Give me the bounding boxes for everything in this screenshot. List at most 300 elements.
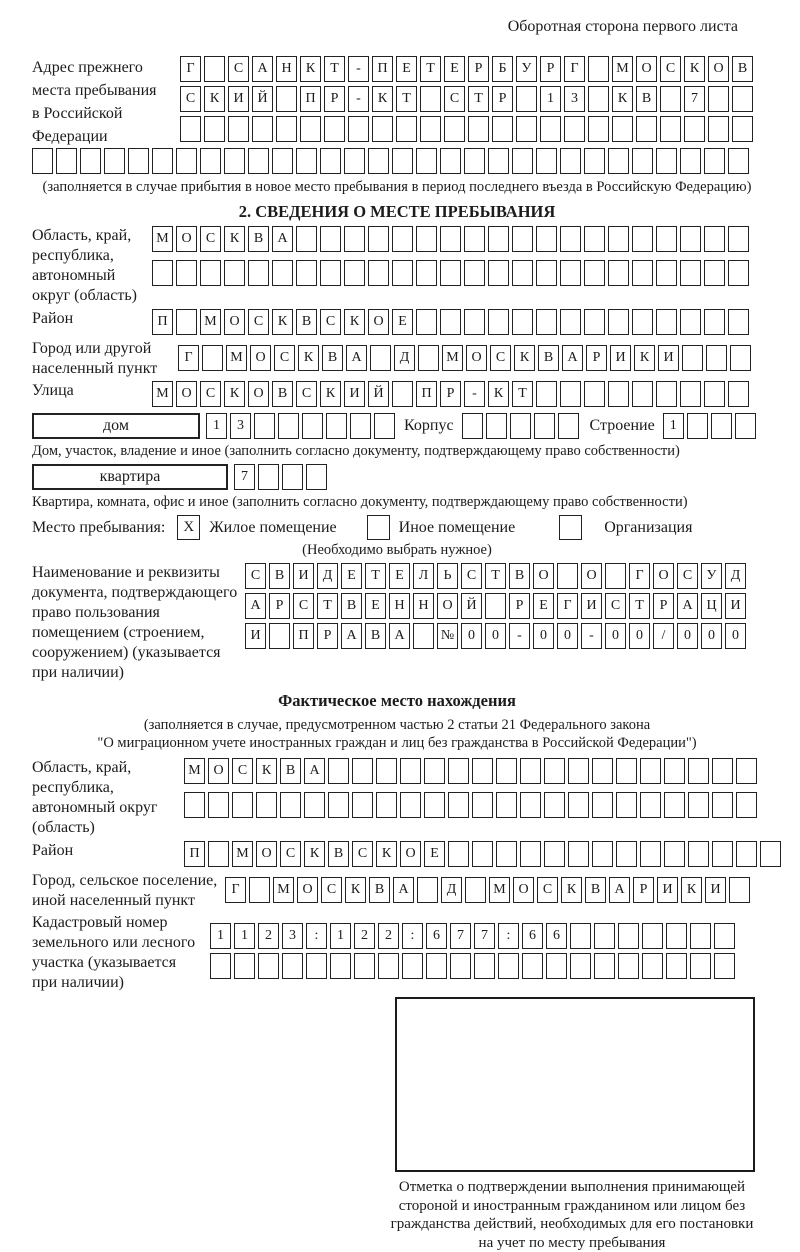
char-box[interactable]: Й [252,86,273,112]
char-box[interactable]: В [509,563,530,589]
char-box[interactable]: М [612,56,633,82]
char-box[interactable] [296,226,317,252]
char-box[interactable] [488,309,509,335]
char-box[interactable]: Р [633,877,654,903]
char-box[interactable] [320,148,341,174]
char-box[interactable]: 7 [450,923,471,949]
char-box[interactable]: - [348,86,369,112]
char-box[interactable] [536,309,557,335]
char-box[interactable]: - [581,623,602,649]
char-box[interactable]: П [152,309,173,335]
char-box[interactable] [520,841,541,867]
char-box[interactable]: 3 [230,413,251,439]
char-box[interactable]: И [705,877,726,903]
char-box[interactable] [608,148,629,174]
char-box[interactable]: : [498,923,519,949]
char-box[interactable] [344,148,365,174]
char-box[interactable] [736,841,757,867]
char-box[interactable]: 3 [282,923,303,949]
char-box[interactable] [496,758,517,784]
char-box[interactable]: П [300,86,321,112]
char-box[interactable] [440,226,461,252]
char-box[interactable]: М [152,226,173,252]
char-box[interactable]: О [176,381,197,407]
char-box[interactable] [536,381,557,407]
char-box[interactable]: А [677,593,698,619]
char-box[interactable]: В [585,877,606,903]
char-box[interactable]: К [344,309,365,335]
char-box[interactable]: И [725,593,746,619]
char-box[interactable] [492,116,513,142]
char-box[interactable]: О [466,345,487,371]
char-box[interactable]: 0 [533,623,554,649]
char-box[interactable]: Р [468,56,489,82]
char-box[interactable] [568,792,589,818]
char-box[interactable] [512,148,533,174]
char-box[interactable]: 1 [234,923,255,949]
char-box[interactable] [656,260,677,286]
char-box[interactable] [664,841,685,867]
char-box[interactable]: И [228,86,249,112]
char-box[interactable]: Г [225,877,246,903]
char-box[interactable] [588,56,609,82]
char-box[interactable] [420,86,441,112]
char-box[interactable]: Т [485,563,506,589]
char-box[interactable]: С [248,309,269,335]
char-box[interactable]: К [300,56,321,82]
char-box[interactable] [605,563,626,589]
char-box[interactable]: С [537,877,558,903]
char-box[interactable] [608,226,629,252]
char-box[interactable]: Е [533,593,554,619]
char-box[interactable] [640,841,661,867]
char-box[interactable]: Д [394,345,415,371]
char-box[interactable]: Р [440,381,461,407]
char-box[interactable] [448,758,469,784]
char-box[interactable]: М [200,309,221,335]
char-box[interactable] [708,86,729,112]
char-box[interactable] [176,309,197,335]
char-box[interactable] [688,792,709,818]
char-box[interactable]: В [322,345,343,371]
char-box[interactable] [540,116,561,142]
char-box[interactable] [202,345,223,371]
char-box[interactable] [496,841,517,867]
char-box[interactable] [588,86,609,112]
char-box[interactable] [328,792,349,818]
char-box[interactable] [498,953,519,979]
char-box[interactable]: К [372,86,393,112]
char-box[interactable] [354,953,375,979]
char-box[interactable]: К [224,381,245,407]
char-box[interactable] [632,226,653,252]
char-box[interactable]: М [184,758,205,784]
char-box[interactable] [616,841,637,867]
char-box[interactable]: А [346,345,367,371]
char-box[interactable] [546,953,567,979]
char-box[interactable]: К [681,877,702,903]
char-box[interactable] [728,381,749,407]
char-box[interactable]: О [581,563,602,589]
char-box[interactable]: С [320,309,341,335]
char-box[interactable]: А [562,345,583,371]
char-box[interactable]: 0 [557,623,578,649]
char-box[interactable]: К [684,56,705,82]
char-box[interactable]: 3 [564,86,585,112]
char-box[interactable] [224,148,245,174]
char-box[interactable] [584,226,605,252]
char-box[interactable] [344,260,365,286]
char-box[interactable]: А [245,593,266,619]
char-box[interactable] [234,953,255,979]
char-box[interactable]: С [461,563,482,589]
char-box[interactable] [350,413,371,439]
char-box[interactable] [616,792,637,818]
char-box[interactable]: В [269,563,290,589]
char-box[interactable] [440,260,461,286]
char-box[interactable] [728,309,749,335]
char-box[interactable] [228,116,249,142]
char-box[interactable]: С [245,563,266,589]
char-box[interactable]: К [345,877,366,903]
char-box[interactable]: Л [413,563,434,589]
char-box[interactable]: И [610,345,631,371]
char-box[interactable] [732,86,753,112]
char-box[interactable] [656,226,677,252]
char-box[interactable] [448,792,469,818]
checkbox-residential[interactable]: X [177,515,200,540]
char-box[interactable]: Т [420,56,441,82]
char-box[interactable] [544,758,565,784]
char-box[interactable] [464,148,485,174]
char-box[interactable]: В [280,758,301,784]
char-box[interactable] [616,758,637,784]
char-box[interactable] [278,413,299,439]
char-box[interactable]: В [538,345,559,371]
char-box[interactable] [464,260,485,286]
char-box[interactable] [680,260,701,286]
char-box[interactable]: В [272,381,293,407]
char-box[interactable]: Е [392,309,413,335]
char-box[interactable]: Г [557,593,578,619]
char-box[interactable]: Е [444,56,465,82]
char-box[interactable]: С [228,56,249,82]
char-box[interactable] [706,345,727,371]
char-box[interactable] [208,792,229,818]
char-box[interactable]: - [509,623,530,649]
char-box[interactable]: Р [509,593,530,619]
char-box[interactable]: - [464,381,485,407]
char-box[interactable] [276,86,297,112]
char-box[interactable] [232,792,253,818]
char-box[interactable] [760,841,781,867]
char-box[interactable] [330,953,351,979]
char-box[interactable]: Е [341,563,362,589]
char-box[interactable] [704,226,725,252]
char-box[interactable] [732,116,753,142]
char-box[interactable] [557,563,578,589]
char-box[interactable]: А [389,623,410,649]
char-box[interactable] [536,226,557,252]
char-box[interactable] [690,923,711,949]
char-box[interactable] [416,148,437,174]
char-box[interactable] [306,953,327,979]
char-box[interactable]: В [365,623,386,649]
char-box[interactable]: : [306,923,327,949]
char-box[interactable]: В [341,593,362,619]
char-box[interactable]: 7 [234,464,255,490]
char-box[interactable] [640,758,661,784]
char-box[interactable] [296,260,317,286]
char-box[interactable] [608,309,629,335]
char-box[interactable]: Г [178,345,199,371]
char-box[interactable]: 0 [485,623,506,649]
char-box[interactable]: И [344,381,365,407]
char-box[interactable] [570,923,591,949]
char-box[interactable]: Ь [437,563,458,589]
char-box[interactable]: К [514,345,535,371]
char-box[interactable]: Й [461,593,482,619]
char-box[interactable] [368,148,389,174]
char-box[interactable] [256,792,277,818]
char-box[interactable] [370,345,391,371]
char-box[interactable]: В [296,309,317,335]
char-box[interactable] [210,953,231,979]
char-box[interactable]: Д [317,563,338,589]
char-box[interactable] [224,260,245,286]
char-box[interactable] [400,758,421,784]
char-box[interactable]: 6 [546,923,567,949]
char-box[interactable]: У [701,563,722,589]
char-box[interactable] [472,792,493,818]
char-box[interactable]: Г [180,56,201,82]
char-box[interactable] [520,792,541,818]
char-box[interactable]: 6 [522,923,543,949]
char-box[interactable] [440,309,461,335]
char-box[interactable] [680,309,701,335]
char-box[interactable]: О [208,758,229,784]
char-box[interactable] [376,792,397,818]
char-box[interactable] [269,623,290,649]
char-box[interactable] [632,309,653,335]
char-box[interactable]: Г [564,56,585,82]
char-box[interactable] [584,148,605,174]
char-box[interactable] [208,841,229,867]
char-box[interactable] [324,116,345,142]
char-box[interactable] [304,792,325,818]
char-box[interactable] [708,116,729,142]
char-box[interactable] [352,792,373,818]
char-box[interactable]: О [297,877,318,903]
char-box[interactable]: С [444,86,465,112]
char-box[interactable] [450,953,471,979]
char-box[interactable] [736,792,757,818]
char-box[interactable] [728,260,749,286]
char-box[interactable]: О [224,309,245,335]
char-box[interactable]: С [352,841,373,867]
char-box[interactable] [736,758,757,784]
char-box[interactable]: В [636,86,657,112]
char-box[interactable]: С [677,563,698,589]
char-box[interactable]: И [581,593,602,619]
char-box[interactable]: А [272,226,293,252]
char-box[interactable]: В [732,56,753,82]
char-box[interactable] [424,758,445,784]
char-box[interactable]: С [180,86,201,112]
char-box[interactable] [560,260,581,286]
char-box[interactable]: Т [629,593,650,619]
char-box[interactable] [636,116,657,142]
char-box[interactable]: О [636,56,657,82]
char-box[interactable] [152,148,173,174]
char-box[interactable]: Т [512,381,533,407]
char-box[interactable] [104,148,125,174]
char-box[interactable] [680,226,701,252]
char-box[interactable] [306,464,327,490]
char-box[interactable] [516,86,537,112]
char-box[interactable]: К [272,309,293,335]
char-box[interactable] [560,309,581,335]
char-box[interactable] [714,923,735,949]
char-box[interactable]: № [437,623,458,649]
char-box[interactable] [472,841,493,867]
char-box[interactable]: Р [586,345,607,371]
char-box[interactable]: К [376,841,397,867]
char-box[interactable]: Р [269,593,290,619]
char-box[interactable]: С [490,345,511,371]
char-box[interactable] [512,309,533,335]
char-box[interactable] [258,953,279,979]
char-box[interactable] [413,623,434,649]
char-box[interactable]: В [369,877,390,903]
char-box[interactable]: М [273,877,294,903]
char-box[interactable]: С [293,593,314,619]
char-box[interactable] [272,148,293,174]
char-box[interactable] [704,309,725,335]
char-box[interactable]: О [256,841,277,867]
char-box[interactable]: С [296,381,317,407]
char-box[interactable]: К [298,345,319,371]
char-box[interactable]: С [200,226,221,252]
char-box[interactable] [372,116,393,142]
char-box[interactable] [680,148,701,174]
checkbox-organization[interactable] [559,515,582,540]
char-box[interactable] [682,345,703,371]
char-box[interactable] [536,260,557,286]
char-box[interactable]: 0 [629,623,650,649]
char-box[interactable] [711,413,732,439]
char-box[interactable] [594,923,615,949]
char-box[interactable] [464,226,485,252]
char-box[interactable]: 2 [354,923,375,949]
char-box[interactable]: О [513,877,534,903]
char-box[interactable] [320,226,341,252]
char-box[interactable]: Н [276,56,297,82]
apartment-named-box[interactable]: квартира [32,464,228,490]
char-box[interactable] [608,260,629,286]
char-box[interactable]: - [348,56,369,82]
char-box[interactable] [488,260,509,286]
char-box[interactable]: В [248,226,269,252]
char-box[interactable] [730,345,751,371]
char-box[interactable] [684,116,705,142]
char-box[interactable]: С [321,877,342,903]
char-box[interactable] [592,792,613,818]
char-box[interactable] [592,758,613,784]
char-box[interactable] [656,381,677,407]
char-box[interactable] [560,226,581,252]
char-box[interactable]: И [658,345,679,371]
char-box[interactable] [300,116,321,142]
char-box[interactable]: К [256,758,277,784]
char-box[interactable] [200,148,221,174]
char-box[interactable]: М [442,345,463,371]
char-box[interactable] [632,260,653,286]
char-box[interactable]: О [708,56,729,82]
char-box[interactable] [392,226,413,252]
char-box[interactable]: С [232,758,253,784]
char-box[interactable] [536,148,557,174]
char-box[interactable] [462,413,483,439]
char-box[interactable] [392,381,413,407]
char-box[interactable] [392,260,413,286]
char-box[interactable] [368,260,389,286]
char-box[interactable]: Р [653,593,674,619]
char-box[interactable] [249,877,270,903]
char-box[interactable] [474,953,495,979]
char-box[interactable] [465,877,486,903]
char-box[interactable] [440,148,461,174]
char-box[interactable] [376,758,397,784]
char-box[interactable] [680,381,701,407]
char-box[interactable] [400,792,421,818]
char-box[interactable] [420,116,441,142]
char-box[interactable] [252,116,273,142]
char-box[interactable] [568,841,589,867]
char-box[interactable]: К [204,86,225,112]
char-box[interactable]: И [293,563,314,589]
char-box[interactable]: Е [396,56,417,82]
char-box[interactable] [642,953,663,979]
char-box[interactable]: Т [317,593,338,619]
char-box[interactable] [328,758,349,784]
char-box[interactable] [374,413,395,439]
char-box[interactable]: Н [413,593,434,619]
char-box[interactable]: 7 [474,923,495,949]
char-box[interactable]: О [176,226,197,252]
char-box[interactable]: 6 [426,923,447,949]
char-box[interactable]: Р [317,623,338,649]
house-named-box[interactable]: дом [32,413,200,439]
char-box[interactable]: У [516,56,537,82]
char-box[interactable] [618,953,639,979]
char-box[interactable]: 0 [701,623,722,649]
char-box[interactable] [180,116,201,142]
char-box[interactable] [704,148,725,174]
char-box[interactable]: 1 [330,923,351,949]
char-box[interactable]: Е [424,841,445,867]
char-box[interactable] [632,381,653,407]
char-box[interactable] [424,792,445,818]
char-box[interactable]: / [653,623,674,649]
char-box[interactable] [642,923,663,949]
char-box[interactable]: 2 [258,923,279,949]
char-box[interactable] [176,148,197,174]
char-box[interactable]: Н [389,593,410,619]
char-box[interactable] [594,953,615,979]
char-box[interactable]: М [152,381,173,407]
char-box[interactable]: С [274,345,295,371]
